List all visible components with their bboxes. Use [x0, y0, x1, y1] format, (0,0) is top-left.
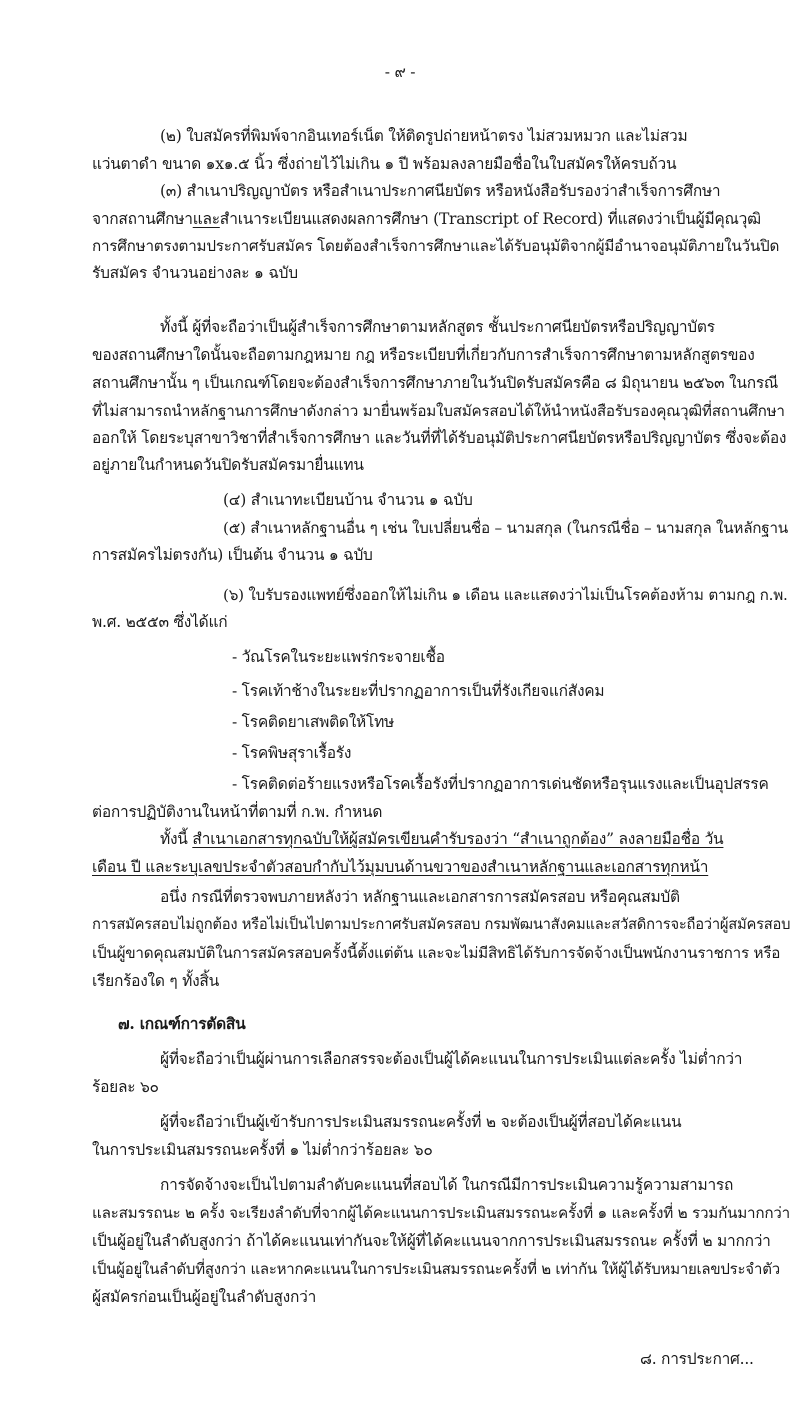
item-6-line-1: (๖) ใบรับรองแพทย์ซึ่งออกให้ไม่เกิน ๑ เดือน และแสดงว่าไม่เป็นโรคต้องห้าม ตามกฎ ก.พ. [223, 586, 788, 604]
item-5-line-1: (๕) สำเนาหลักฐานอื่น ๆ เช่น ใบเปลี่ยนชื่อ – นามสกุล (ในกรณีชื่อ – นามสกุล ในหลักฐาน [223, 519, 788, 537]
criteria-1-line-2: ร้อยละ ๖๐ [92, 1078, 159, 1096]
criteria-3-line-3: เป็นผู้อยู่ในลำดับสูงกว่า ถ้าได้คะแนนเท่ากันจะให้ผู้ที่ได้คะแนนจากการประเมินสมรรถนะ ครั้งที่ ๒ มากกว่า [92, 1232, 771, 1250]
disease-item: - โรคติดยาเสพติดให้โทษ [232, 713, 395, 731]
criteria-3-line-1: การจัดจ้างจะเป็นไปตามลำดับคะแนนที่สอบได้ ในกรณีมีการประเมินความรู้ความสามารถ [160, 1176, 734, 1194]
disease-item: - โรคติดต่อร้ายแรงหรือโรคเรื้อรังที่ปรากฏอาการเด่นชัดหรือรุนแรงและเป็นอุปสรรค [232, 775, 769, 793]
section-7-heading: ๗. เกณฑ์การตัดสิน [118, 1014, 246, 1033]
verify-line-4: เรียกร้องใด ๆ ทั้งสิ้น [92, 972, 219, 990]
item-4: (๔) สำเนาทะเบียนบ้าน จำนวน ๑ ฉบับ [223, 491, 473, 509]
verify-line-1: อนึ่ง กรณีที่ตรวจพบภายหลังว่า หลักฐานและเอกสารการสมัครสอบ หรือคุณสมบัติ [160, 888, 680, 906]
copy-note-lead: ทั้งนี้ [160, 830, 193, 848]
criteria-2-line-1: ผู้ที่จะถือว่าเป็นผู้เข้ารับการประเมินสมรรถนะครั้งที่ ๒ จะต้องเป็นผู้ที่สอบได้คะแนน [160, 1113, 682, 1131]
copy-note-underlined-1: สำเนาเอกสารทุกฉบับให้ผู้สมัครเขียนคำรับรองว่า “สำเนาถูกต้อง” ลงลายมือชื่อ วัน [192, 830, 724, 848]
disease-item: - วัณโรคในระยะแพร่กระจายเชื้อ [232, 648, 445, 666]
item-3-line-3: การศึกษาตรงตามประกาศรับสมัคร โดยต้องสำเร็จการศึกษาและได้รับอนุมัติจากผู้มีอำนาจอนุมัติภายในวันปิด [92, 237, 780, 255]
item-2-line-2: แว่นตาดำ ขนาด ๑x๑.๕ นิ้ว ซึ่งถ่ายไว้ไม่เกิน ๑ ปี พร้อมลงลายมือชื่อในใบสมัครให้ครบถ้วน [92, 155, 677, 173]
criteria-3-line-2: และสมรรถนะ ๒ ครั้ง จะเรียงลำดับที่จากผู้ได้คะแนนการประเมินสมรรถนะครั้งที่ ๑ และครั้งที่ ๒ รวมกันมากกว่า [92, 1204, 790, 1222]
item-3-text-b: สำเนาระเบียนแสดงผลการศึกษา (Transcript of Record) ที่แสดงว่าเป็นผู้มีคุณวุฒิ [219, 210, 761, 228]
verify-line-2: การสมัครสอบไม่ถูกต้อง หรือไม่เป็นไปตามประกาศรับสมัครสอบ กรมพัฒนาสังคมและสวัสดิการจะถือว่าผู้สมัครสอบ [92, 916, 791, 933]
item-3-underlined-and: และ [192, 210, 220, 228]
edu-note-line-3: สถานศึกษานั้น ๆ เป็นเกณฑ์โดยจะต้องสำเร็จการศึกษาภายในวันปิดรับสมัครคือ ๘ มิถุนายน ๒๕๖๓ ในกรณี [92, 374, 779, 392]
edu-note-line-4: ที่ไม่สามารถนำหลักฐานการศึกษาดังกล่าว มายื่นพร้อมใบสมัครสอบได้ให้นำหนังสือรับรองคุณวุฒิที่สถานศึกษา [92, 402, 785, 420]
copy-note-line-1 [160, 829, 723, 849]
edu-note-line-2: ของสถานศึกษาใดนั้นจะถือตามกฎหมาย กฎ หรือระเบียบที่เกี่ยวกับการสำเร็จการศึกษาตามหลักสูตรของ [92, 346, 755, 364]
item-3-line-2 [92, 209, 761, 229]
edu-note-line-5: ออกให้ โดยระบุสาขาวิชาที่สำเร็จการศึกษา และวันที่ที่ได้รับอนุมัติประกาศนียบัตรหรือปริญญาบัตร ซึ่งจะต้อง [92, 429, 787, 447]
disease-item-continued: ต่อการปฏิบัติงานในหน้าที่ตามที่ ก.พ. กำหนด [92, 803, 383, 821]
item-5-line-2: การสมัครไม่ตรงกัน) เป็นต้น จำนวน ๑ ฉบับ [92, 546, 373, 564]
disease-item: - โรคพิษสุราเรื้อรัง [232, 744, 352, 762]
criteria-3-line-4: เป็นผู้อยู่ในลำดับที่สูงกว่า และหากคะแนนในการประเมินสมรรถนะครั้งที่ ๒ เท่ากัน ให้ผู้ได้รับหมายเลขประจำตัว [92, 1260, 780, 1278]
criteria-1-line-1: ผู้ที่จะถือว่าเป็นผู้ผ่านการเลือกสรรจะต้องเป็นผู้ได้คะแนนในการประเมินแต่ละครั้ง ไม่ต่ำกว่า [160, 1050, 743, 1068]
criteria-2-line-2: ในการประเมินสมรรถนะครั้งที่ ๑ ไม่ต่ำกว่าร้อยละ ๖๐ [92, 1141, 433, 1159]
copy-note-line-2: เดือน ปี และระบุเลขประจำตัวสอบกำกับไว้มุมบนด้านขวาของสำเนาหลักฐานและเอกสารทุกหน้า [92, 858, 709, 876]
criteria-3-line-5: ผู้สมัครก่อนเป็นผู้อยู่ในลำดับสูงกว่า [92, 1288, 317, 1306]
next-page-marker: ๘. การประกาศ... [640, 1350, 754, 1368]
item-3-line-1: (๓) สำเนาปริญญาบัตร หรือสำเนาประกาศนียบัตร หรือหนังสือรับรองว่าสำเร็จการศึกษา [160, 182, 721, 200]
edu-note-line-6: อยู่ภายในกำหนดวันปิดรับสมัครมายื่นแทน [92, 456, 364, 474]
item-3-text-a: จากสถานศึกษา [92, 210, 193, 228]
verify-line-3: เป็นผู้ขาดคุณสมบัติในการสมัครสอบครั้งนี้ตั้งแต่ต้น และจะไม่มีสิทธิได้รับการจัดจ้างเป็นพนักงานราชการ หรือ [92, 944, 781, 962]
item-3-line-4: รับสมัคร จำนวนอย่างละ ๑ ฉบับ [92, 264, 298, 282]
edu-note-line-1: ทั้งนี้ ผู้ที่จะถือว่าเป็นผู้สำเร็จการศึกษาตามหลักสูตร ชั้นประกาศนียบัตรหรือปริญญาบัตร [160, 318, 715, 336]
item-2-line-1: (๒) ใบสมัครที่พิมพ์จากอินเทอร์เน็ต ให้ติดรูปถ่ายหน้าตรง ไม่สวมหมวก และไม่สวม [160, 127, 688, 145]
page-number: - ๙ - [384, 63, 416, 81]
item-6-line-2: พ.ศ. ๒๕๕๓ ซึ่งได้แก่ [92, 613, 228, 631]
disease-item: - โรคเท้าช้างในระยะที่ปรากฏอาการเป็นที่รังเกียจแก่สังคม [232, 682, 605, 700]
